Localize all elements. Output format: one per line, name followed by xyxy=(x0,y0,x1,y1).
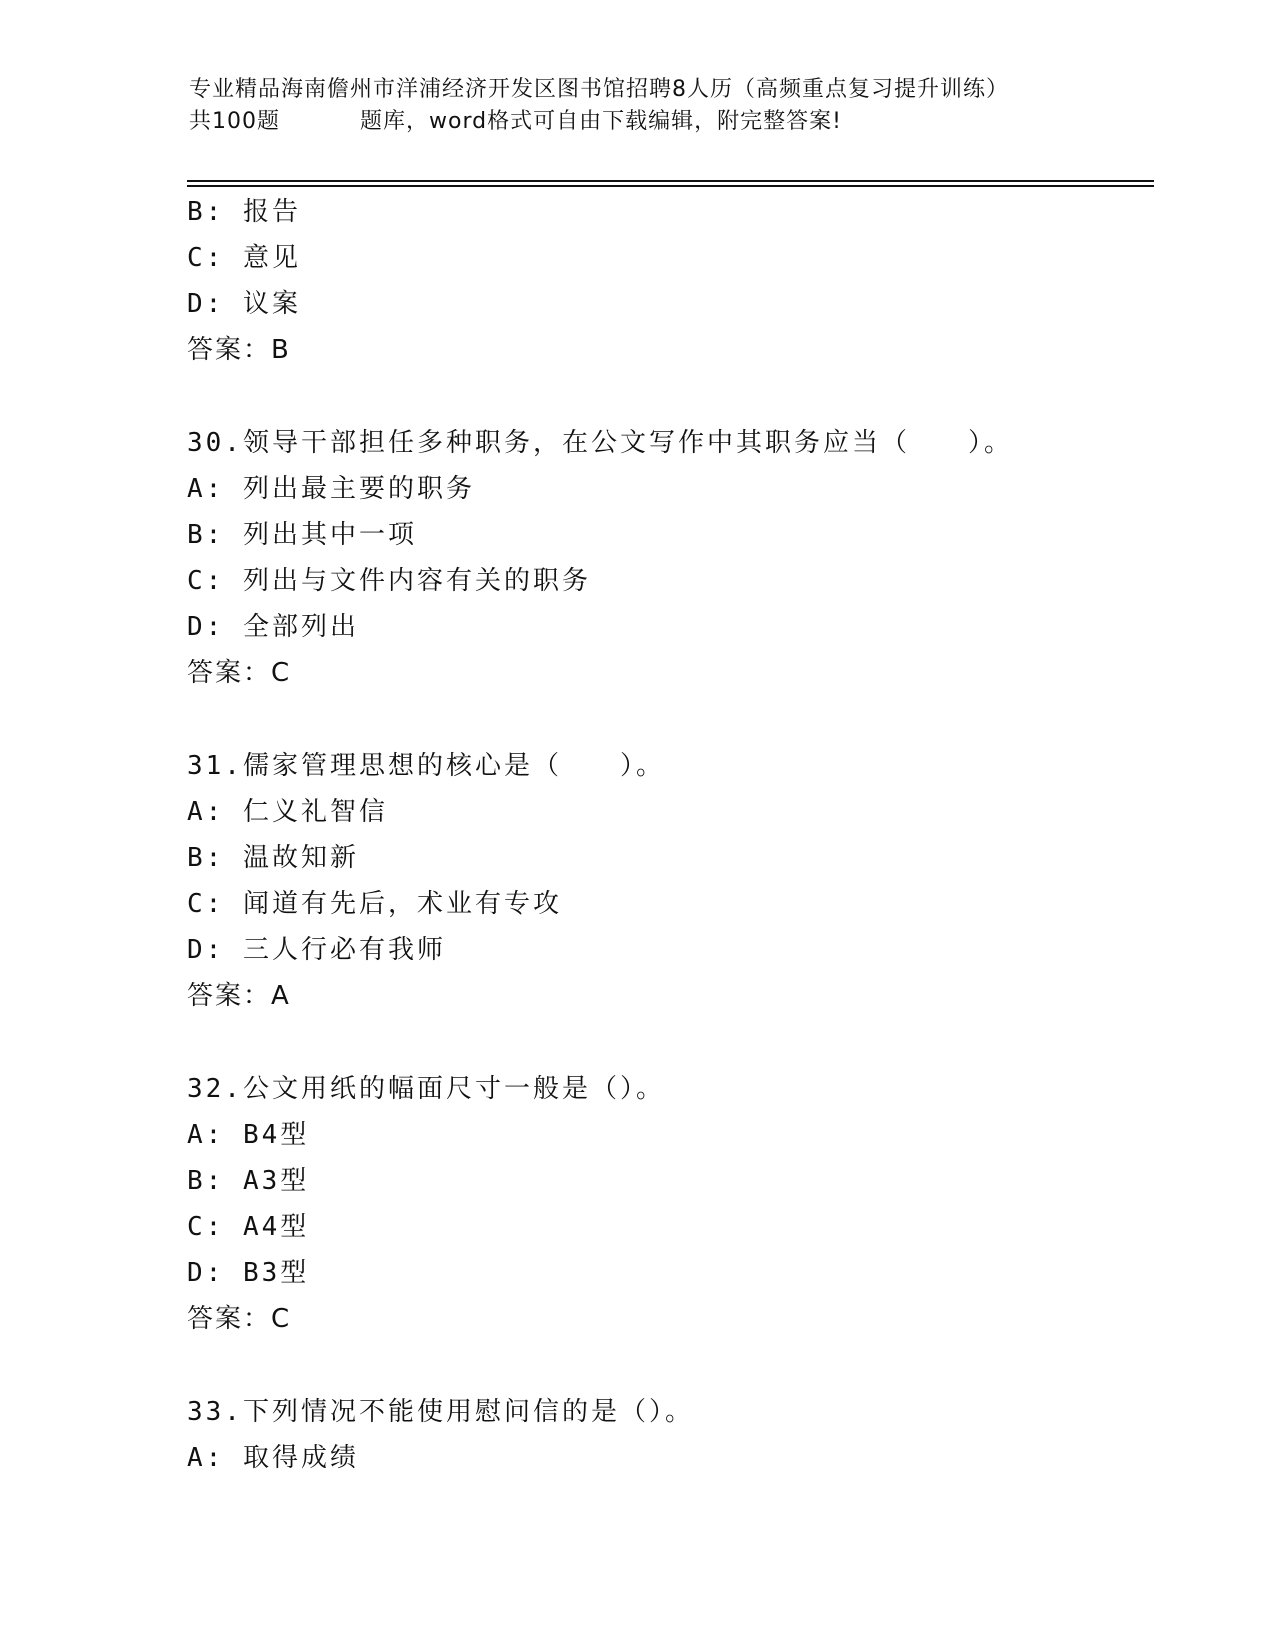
header-description: 题库，word格式可自由下载编辑，附完整答案! xyxy=(360,109,842,134)
question-text: 32.公文用纸的幅面尺寸一般是（）。 xyxy=(187,1074,665,1104)
option-b: B: 温故知新 xyxy=(187,843,359,873)
header-title-line: 专业精品海南儋州市洋浦经济开发区图书馆招聘8人历（高频重点复习提升训练） xyxy=(189,77,1009,102)
header-subtitle-line xyxy=(189,106,1129,138)
question-block-30 xyxy=(187,420,1147,696)
option-d: D: 三人行必有我师 xyxy=(187,935,446,965)
option-c: C: 意见 xyxy=(187,243,301,273)
option-d: D: B3型 xyxy=(187,1258,310,1288)
question-text: 30.领导干部担任多种职务，在公文写作中其职务应当（ ）。 xyxy=(187,428,1013,458)
question-block-32 xyxy=(187,1066,1147,1342)
answer-text: 答案：A xyxy=(187,981,291,1011)
option-d: D: 议案 xyxy=(187,289,301,319)
option-b: B: 报告 xyxy=(187,197,301,227)
header-divider-top xyxy=(187,180,1154,182)
option-a: A: 仁义礼智信 xyxy=(187,797,388,827)
question-text: 31.儒家管理思想的核心是（ ）。 xyxy=(187,751,665,781)
option-a: A: 取得成绩 xyxy=(187,1443,359,1473)
option-b: B: 列出其中一项 xyxy=(187,520,417,550)
header-divider-bottom xyxy=(187,185,1154,187)
answer-text: 答案：C xyxy=(187,658,292,688)
header-question-count: 共100题 xyxy=(189,109,280,134)
answer-text: 答案：C xyxy=(187,1304,292,1334)
document-header xyxy=(189,74,1129,138)
question-list xyxy=(187,189,1147,1481)
option-a: A: B4型 xyxy=(187,1120,310,1150)
question-text: 33.下列情况不能使用慰问信的是（）。 xyxy=(187,1397,694,1427)
option-d: D: 全部列出 xyxy=(187,612,359,642)
question-block-33 xyxy=(187,1389,1147,1481)
option-b: B: A3型 xyxy=(187,1166,310,1196)
option-c: C: 闻道有先后，术业有专攻 xyxy=(187,889,562,919)
option-c: C: A4型 xyxy=(187,1212,310,1242)
question-block-partial xyxy=(187,189,1147,373)
answer-text: 答案：B xyxy=(187,335,291,365)
option-a: A: 列出最主要的职务 xyxy=(187,474,475,504)
option-c: C: 列出与文件内容有关的职务 xyxy=(187,566,591,596)
question-block-31 xyxy=(187,743,1147,1019)
